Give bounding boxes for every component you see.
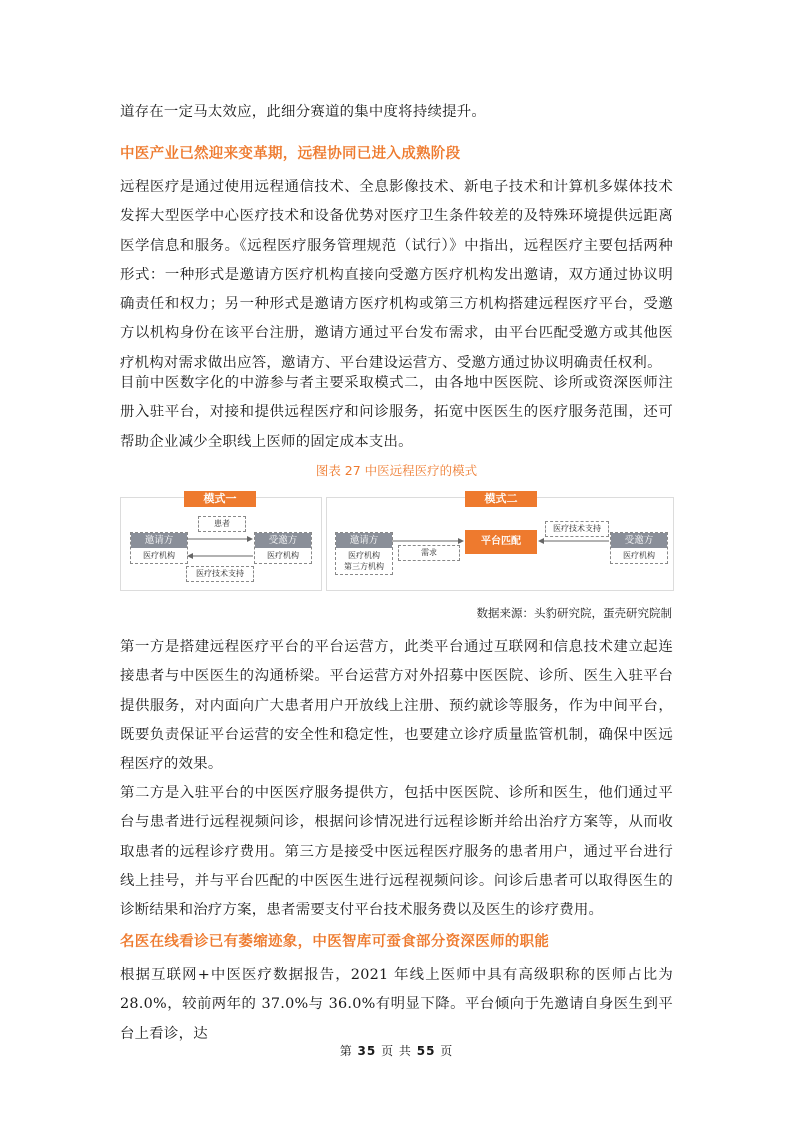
footer-middle: 页 共 [381,1044,412,1058]
mode-one-inviter-title: 邀请方 [131,533,187,548]
mode-two-inviter-box [335,532,393,575]
footer-prefix: 第 [339,1044,353,1058]
paragraph-remote-medicine-definition: 远程医疗是通过使用远程通信技术、全息影像技术、新电子技术和计算机多媒体技术发挥大型医学中心医疗技术和设备优势对医疗卫生条件较差的及特殊环境提供远距离医学信息和服务。《远程医疗服务管理规范（试行）》中指出，远程医疗主要包括两种形式：一种形式是邀请方医疗机构直接向受邀方医疗机构发出邀请，双方通过协议明确责任和权力；另一种形式是邀请方医疗机构或第三方机构搭建远程医疗平台，受邀方以机构身份在该平台注册，邀请方通过平台发布需求，由平台匹配受邀方或其他医疗机构对需求做出应答，邀请方、平台建设运营方、受邀方通过协议明确责任权利。 [120,179,673,371]
section-heading-famous-doctors: 名医在线看诊已有萎缩迹象，中医智库可蚕食部分资深医师的职能 [120,934,550,950]
paragraph-online-physician-data: 根据互联网+中医医疗数据报告，2021 年线上医师中具有高级职称的医师占比为 28.0%，较前两年的 37.0%与 36.0%有明显下降。平台倾向于先邀请自身医生到平台上看诊，达 [120,967,673,1042]
mode-two-tech-support-label: 医疗技术支持 [545,521,609,537]
mode-one-invitee-sub: 医疗机构 [267,551,299,560]
section-heading-remote-collaboration: 中医产业已然迎来变革期，远程协同已进入成熟阶段 [120,146,461,162]
figure-caption: 图表 27 中医远程医疗的模式 [315,463,478,478]
mode-two-inviter-title: 邀请方 [336,533,392,548]
paragraph-first-party: 第一方是搭建远程医疗平台的平台运营方，此类平台通过互联网和信息技术建立起连接患者与中医医生的沟通桥梁。平台运营方对外招募中医医院、诊所、医生入驻平台提供服务，对内面向广大患者用户开放线上注册、预约就诊等服务，作为中间平台，既要负责保证平台运营的安全性和稳定性，也要建立诊疗质量监管机制，确保中医远程医疗的效果。 [120,639,673,773]
mode-two-need-label: 需求 [398,545,460,561]
mode-two-invitee-sub: 医疗机构 [623,551,655,560]
figure-source: 数据来源：头豹研究院，蛋壳研究院制 [476,606,672,620]
paragraph-midstream-mode: 目前中医数字化的中游参与者主要采取模式二，由各地中医医院、诊所或资深医师注册入驻平台，对接和提供远程医疗和问诊服务，拓宽中医医生的医疗服务范围，还可帮助企业减少全职线上医师的固定成本支出。 [120,375,673,450]
mode-one-inviter-sub: 医疗机构 [143,551,175,560]
mode-two-invitee-box [610,532,668,564]
paragraph-second-third-party: 第二方是入驻平台的中医医疗服务提供方，包括中医医院、诊所和医生，他们通过平台与患者进行远程视频问诊，根据问诊情况进行远程诊断并给出治疗方案等，从而收取患者的远程诊疗费用。第三方是接受中医远程医疗服务的患者用户，通过平台进行线上挂号，并与平台匹配的中医医生进行远程视频问诊。问诊后患者可以取得医生的诊断结果和治疗方案，患者需要支付平台技术服务费以及医生的诊疗费用。 [120,785,673,919]
mode-one-tech-support-label: 医疗技术支持 [186,566,254,582]
total-page-number: 55 [416,1044,436,1058]
current-page-number: 35 [357,1044,377,1058]
page-footer [0,1042,793,1059]
mode-one-tag: 模式一 [184,491,256,507]
mode-two-inviter-sub2: 第三方机构 [344,562,384,571]
mode-one-patient-label: 患者 [198,516,246,532]
platform-match-box: 平台匹配 [465,530,537,554]
mode-one-invitee-box [254,532,312,564]
mode-one-invitee-title: 受邀方 [255,533,311,548]
paragraph-intro-tail: 道存在一定马太效应，此细分赛道的集中度将持续提升。 [120,104,487,120]
mode-two-tag: 模式二 [465,491,537,507]
mode-one-inviter-box [130,532,188,564]
mode-two-inviter-sub1: 医疗机构 [348,551,380,560]
mode-two-invitee-title: 受邀方 [611,533,667,548]
footer-suffix: 页 [440,1044,454,1058]
